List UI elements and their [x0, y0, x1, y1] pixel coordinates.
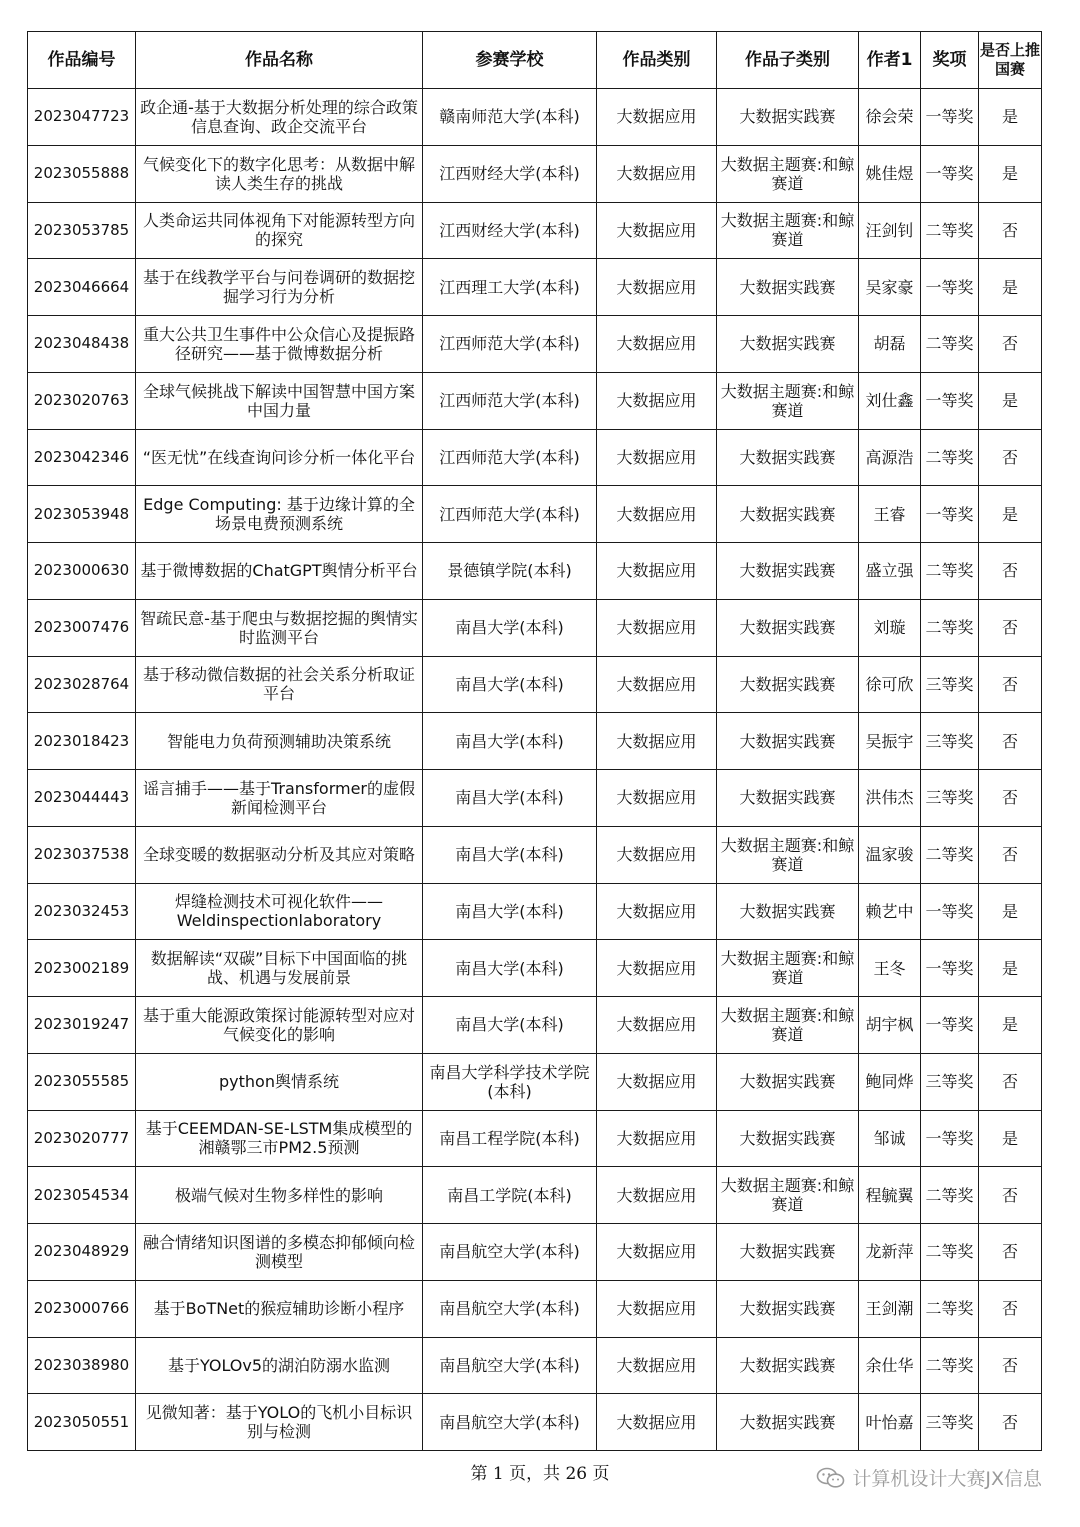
- work-title-cell: 气候变化下的数字化思考：从数据中解读人类生存的挑战: [136, 145, 423, 202]
- table-row: [28, 599, 1042, 656]
- work-id-cell: 2023055888: [28, 145, 136, 202]
- national-cell: 否: [979, 599, 1042, 656]
- national-cell: 否: [979, 713, 1042, 770]
- national-cell: 否: [979, 1337, 1042, 1394]
- work-title-cell: 数据解读“双碳”目标下中国面临的挑战、机遇与发展前景: [136, 940, 423, 997]
- school-cell: 江西财经大学(本科): [423, 202, 597, 259]
- school-cell: 南昌大学(本科): [423, 883, 597, 940]
- award-cell: 一等奖: [921, 259, 979, 316]
- category-cell: 大数据应用: [597, 1053, 717, 1110]
- header-cell: 作品子类别: [717, 32, 859, 89]
- national-cell: 是: [979, 997, 1042, 1054]
- work-title-cell: 智能电力负荷预测辅助决策系统: [136, 713, 423, 770]
- award-cell: 三等奖: [921, 1394, 979, 1451]
- award-cell: 三等奖: [921, 770, 979, 827]
- author-cell: 鲍同烨: [859, 1053, 921, 1110]
- award-cell: 二等奖: [921, 1337, 979, 1394]
- school-cell: 江西师范大学(本科): [423, 486, 597, 543]
- table-row: [28, 997, 1042, 1054]
- award-cell: 二等奖: [921, 316, 979, 373]
- award-cell: 一等奖: [921, 145, 979, 202]
- category-cell: 大数据应用: [597, 1394, 717, 1451]
- author-cell: 程毓翼: [859, 1167, 921, 1224]
- work-id-cell: 2023020763: [28, 372, 136, 429]
- subcategory-cell: 大数据实践赛: [717, 656, 859, 713]
- national-cell: 否: [979, 656, 1042, 713]
- work-id-cell: 2023053785: [28, 202, 136, 259]
- author-cell: 高源浩: [859, 429, 921, 486]
- subcategory-cell: 大数据主题赛:和鲸赛道: [717, 372, 859, 429]
- subcategory-cell: 大数据实践赛: [717, 1280, 859, 1337]
- table-row: [28, 656, 1042, 713]
- table-row: [28, 1394, 1042, 1451]
- national-cell: 否: [979, 770, 1042, 827]
- work-title-cell: 基于微博数据的ChatGPT舆情分析平台: [136, 543, 423, 600]
- category-cell: 大数据应用: [597, 543, 717, 600]
- work-title-cell: “医无忧”在线查询问诊分析一体化平台: [136, 429, 423, 486]
- award-cell: 二等奖: [921, 429, 979, 486]
- subcategory-cell: 大数据实践赛: [717, 770, 859, 827]
- award-cell: 一等奖: [921, 997, 979, 1054]
- national-cell: 是: [979, 259, 1042, 316]
- wechat-icon: [816, 1467, 846, 1489]
- award-cell: 一等奖: [921, 940, 979, 997]
- table-row: [28, 1337, 1042, 1394]
- work-id-cell: 2023044443: [28, 770, 136, 827]
- author-cell: 温家骏: [859, 826, 921, 883]
- author-cell: 盛立强: [859, 543, 921, 600]
- work-title-cell: 基于YOLOv5的湖泊防溺水监测: [136, 1337, 423, 1394]
- header-cell: 作者1: [859, 32, 921, 89]
- work-title-cell: 全球气候挑战下解读中国智慧中国方案中国力量: [136, 372, 423, 429]
- work-id-cell: 2023007476: [28, 599, 136, 656]
- school-cell: 江西财经大学(本科): [423, 145, 597, 202]
- author-cell: 刘仕鑫: [859, 372, 921, 429]
- work-id-cell: 2023048438: [28, 316, 136, 373]
- header-cell: 奖项: [921, 32, 979, 89]
- subcategory-cell: 大数据实践赛: [717, 713, 859, 770]
- work-id-cell: 2023054534: [28, 1167, 136, 1224]
- table-header-row: [28, 32, 1042, 89]
- work-title-cell: python舆情系统: [136, 1053, 423, 1110]
- header-cell: 作品类别: [597, 32, 717, 89]
- category-cell: 大数据应用: [597, 486, 717, 543]
- award-cell: 三等奖: [921, 656, 979, 713]
- subcategory-cell: 大数据主题赛:和鲸赛道: [717, 940, 859, 997]
- table-row: [28, 486, 1042, 543]
- work-id-cell: 2023028764: [28, 656, 136, 713]
- author-cell: 邹诚: [859, 1110, 921, 1167]
- category-cell: 大数据应用: [597, 770, 717, 827]
- school-cell: 江西理工大学(本科): [423, 259, 597, 316]
- table-row: [28, 1280, 1042, 1337]
- category-cell: 大数据应用: [597, 1167, 717, 1224]
- school-cell: 南昌航空大学(本科): [423, 1280, 597, 1337]
- work-title-cell: 人类命运共同体视角下对能源转型方向的探究: [136, 202, 423, 259]
- school-cell: 南昌大学(本科): [423, 826, 597, 883]
- category-cell: 大数据应用: [597, 713, 717, 770]
- category-cell: 大数据应用: [597, 89, 717, 146]
- header-cell: 作品名称: [136, 32, 423, 89]
- work-id-cell: 2023055585: [28, 1053, 136, 1110]
- award-cell: 一等奖: [921, 89, 979, 146]
- work-id-cell: 2023000630: [28, 543, 136, 600]
- school-cell: 南昌大学(本科): [423, 940, 597, 997]
- national-cell: 是: [979, 89, 1042, 146]
- subcategory-cell: 大数据实践赛: [717, 429, 859, 486]
- category-cell: 大数据应用: [597, 429, 717, 486]
- work-id-cell: 2023042346: [28, 429, 136, 486]
- table-row: [28, 883, 1042, 940]
- work-title-cell: 焊缝检测技术可视化软件——Weldinspectionlaboratory: [136, 883, 423, 940]
- national-cell: 否: [979, 826, 1042, 883]
- award-cell: 一等奖: [921, 486, 979, 543]
- work-title-cell: 基于移动微信数据的社会关系分析取证平台: [136, 656, 423, 713]
- subcategory-cell: 大数据实践赛: [717, 259, 859, 316]
- subcategory-cell: 大数据主题赛:和鲸赛道: [717, 145, 859, 202]
- subcategory-cell: 大数据实践赛: [717, 543, 859, 600]
- work-title-cell: 融合情绪知识图谱的多模态抑郁倾向检测模型: [136, 1224, 423, 1281]
- award-cell: 二等奖: [921, 1167, 979, 1224]
- school-cell: 南昌工程学院(本科): [423, 1110, 597, 1167]
- work-title-cell: 极端气候对生物多样性的影响: [136, 1167, 423, 1224]
- author-cell: 吴家豪: [859, 259, 921, 316]
- subcategory-cell: 大数据实践赛: [717, 599, 859, 656]
- award-cell: 二等奖: [921, 1224, 979, 1281]
- table-row: [28, 89, 1042, 146]
- table-row: [28, 202, 1042, 259]
- work-title-cell: Edge Computing: 基于边缘计算的全场景电费预测系统: [136, 486, 423, 543]
- work-id-cell: 2023020777: [28, 1110, 136, 1167]
- work-id-cell: 2023047723: [28, 89, 136, 146]
- table-row: [28, 1110, 1042, 1167]
- author-cell: 赖艺中: [859, 883, 921, 940]
- table-row: [28, 1167, 1042, 1224]
- author-cell: 洪伟杰: [859, 770, 921, 827]
- award-cell: 二等奖: [921, 202, 979, 259]
- subcategory-cell: 大数据实践赛: [717, 316, 859, 373]
- author-cell: 徐会荣: [859, 89, 921, 146]
- national-cell: 否: [979, 316, 1042, 373]
- table-row: [28, 429, 1042, 486]
- table-body: [28, 89, 1042, 1451]
- national-cell: 是: [979, 940, 1042, 997]
- award-cell: 一等奖: [921, 1110, 979, 1167]
- school-cell: 南昌大学(本科): [423, 599, 597, 656]
- table-row: [28, 316, 1042, 373]
- award-cell: 二等奖: [921, 826, 979, 883]
- national-cell: 否: [979, 1167, 1042, 1224]
- award-cell: 二等奖: [921, 543, 979, 600]
- table-row: [28, 826, 1042, 883]
- national-cell: 是: [979, 1110, 1042, 1167]
- category-cell: 大数据应用: [597, 940, 717, 997]
- category-cell: 大数据应用: [597, 259, 717, 316]
- work-title-cell: 基于CEEMDAN-SE-LSTM集成模型的湘赣鄂三市PM2.5预测: [136, 1110, 423, 1167]
- work-title-cell: 重大公共卫生事件中公众信心及提振路径研究——基于微博数据分析: [136, 316, 423, 373]
- national-cell: 否: [979, 1280, 1042, 1337]
- table-row: [28, 372, 1042, 429]
- school-cell: 南昌大学(本科): [423, 656, 597, 713]
- school-cell: 南昌工学院(本科): [423, 1167, 597, 1224]
- school-cell: 南昌航空大学(本科): [423, 1337, 597, 1394]
- author-cell: 胡宇枫: [859, 997, 921, 1054]
- work-title-cell: 基于在线教学平台与问卷调研的数据挖掘学习行为分析: [136, 259, 423, 316]
- table-row: [28, 940, 1042, 997]
- work-id-cell: 2023053948: [28, 486, 136, 543]
- school-cell: 南昌大学(本科): [423, 770, 597, 827]
- table-row: [28, 1224, 1042, 1281]
- work-title-cell: 政企通-基于大数据分析处理的综合政策信息查询、政企交流平台: [136, 89, 423, 146]
- table-row: [28, 770, 1042, 827]
- subcategory-cell: 大数据主题赛:和鲸赛道: [717, 826, 859, 883]
- award-cell: 二等奖: [921, 599, 979, 656]
- table-row: [28, 1053, 1042, 1110]
- category-cell: 大数据应用: [597, 656, 717, 713]
- award-cell: 一等奖: [921, 372, 979, 429]
- author-cell: 姚佳煜: [859, 145, 921, 202]
- subcategory-cell: 大数据实践赛: [717, 1394, 859, 1451]
- subcategory-cell: 大数据实践赛: [717, 883, 859, 940]
- category-cell: 大数据应用: [597, 1224, 717, 1281]
- category-cell: 大数据应用: [597, 1280, 717, 1337]
- table-row: [28, 145, 1042, 202]
- author-cell: 刘璇: [859, 599, 921, 656]
- school-cell: 南昌大学科学技术学院(本科): [423, 1053, 597, 1110]
- category-cell: 大数据应用: [597, 145, 717, 202]
- table-row: [28, 259, 1042, 316]
- work-id-cell: 2023002189: [28, 940, 136, 997]
- work-id-cell: 2023037538: [28, 826, 136, 883]
- work-id-cell: 2023046664: [28, 259, 136, 316]
- subcategory-cell: 大数据实践赛: [717, 89, 859, 146]
- category-cell: 大数据应用: [597, 599, 717, 656]
- work-title-cell: 智疏民意-基于爬虫与数据挖掘的舆情实时监测平台: [136, 599, 423, 656]
- work-title-cell: 全球变暖的数据驱动分析及其应对策略: [136, 826, 423, 883]
- category-cell: 大数据应用: [597, 883, 717, 940]
- work-id-cell: 2023000766: [28, 1280, 136, 1337]
- school-cell: 景德镇学院(本科): [423, 543, 597, 600]
- subcategory-cell: 大数据主题赛:和鲸赛道: [717, 997, 859, 1054]
- school-cell: 江西师范大学(本科): [423, 372, 597, 429]
- national-cell: 否: [979, 543, 1042, 600]
- work-title-cell: 基于重大能源政策探讨能源转型对应对气候变化的影响: [136, 997, 423, 1054]
- author-cell: 龙新萍: [859, 1224, 921, 1281]
- national-cell: 否: [979, 429, 1042, 486]
- national-cell: 是: [979, 883, 1042, 940]
- author-cell: 王剑潮: [859, 1280, 921, 1337]
- work-id-cell: 2023050551: [28, 1394, 136, 1451]
- table-row: [28, 543, 1042, 600]
- author-cell: 胡磊: [859, 316, 921, 373]
- school-cell: 南昌大学(本科): [423, 713, 597, 770]
- page-number: 第 1 页，共 26 页: [470, 1464, 610, 1484]
- author-cell: 叶怡嘉: [859, 1394, 921, 1451]
- subcategory-cell: 大数据实践赛: [717, 1110, 859, 1167]
- header-cell: 作品编号: [28, 32, 136, 89]
- subcategory-cell: 大数据实践赛: [717, 1337, 859, 1394]
- category-cell: 大数据应用: [597, 372, 717, 429]
- national-cell: 否: [979, 1053, 1042, 1110]
- work-id-cell: 2023048929: [28, 1224, 136, 1281]
- author-cell: 王冬: [859, 940, 921, 997]
- national-cell: 否: [979, 1224, 1042, 1281]
- author-cell: 王睿: [859, 486, 921, 543]
- author-cell: 徐可欣: [859, 656, 921, 713]
- award-cell: 三等奖: [921, 713, 979, 770]
- watermark-text: 计算机设计大赛JX信息: [852, 1468, 1042, 1490]
- watermark: [816, 1464, 1042, 1491]
- work-id-cell: 2023018423: [28, 713, 136, 770]
- award-cell: 二等奖: [921, 1280, 979, 1337]
- author-cell: 汪剑钊: [859, 202, 921, 259]
- header-cell: 参赛学校: [423, 32, 597, 89]
- school-cell: 南昌航空大学(本科): [423, 1394, 597, 1451]
- work-title-cell: 谣言捕手——基于Transformer的虚假新闻检测平台: [136, 770, 423, 827]
- school-cell: 赣南师范大学(本科): [423, 89, 597, 146]
- award-cell: 一等奖: [921, 883, 979, 940]
- subcategory-cell: 大数据实践赛: [717, 1224, 859, 1281]
- subcategory-cell: 大数据主题赛:和鲸赛道: [717, 1167, 859, 1224]
- work-id-cell: 2023032453: [28, 883, 136, 940]
- category-cell: 大数据应用: [597, 1337, 717, 1394]
- subcategory-cell: 大数据实践赛: [717, 1053, 859, 1110]
- national-cell: 是: [979, 145, 1042, 202]
- work-title-cell: 基于BoTNet的猴痘辅助诊断小程序: [136, 1280, 423, 1337]
- work-title-cell: 见微知著：基于YOLO的飞机小目标识别与检测: [136, 1394, 423, 1451]
- category-cell: 大数据应用: [597, 316, 717, 373]
- school-cell: 南昌航空大学(本科): [423, 1224, 597, 1281]
- author-cell: 吴振宇: [859, 713, 921, 770]
- subcategory-cell: 大数据实践赛: [717, 486, 859, 543]
- national-cell: 是: [979, 486, 1042, 543]
- national-cell: 否: [979, 1394, 1042, 1451]
- author-cell: 余仕华: [859, 1337, 921, 1394]
- category-cell: 大数据应用: [597, 826, 717, 883]
- national-cell: 否: [979, 202, 1042, 259]
- award-cell: 三等奖: [921, 1053, 979, 1110]
- category-cell: 大数据应用: [597, 202, 717, 259]
- work-id-cell: 2023038980: [28, 1337, 136, 1394]
- school-cell: 江西师范大学(本科): [423, 316, 597, 373]
- school-cell: 江西师范大学(本科): [423, 429, 597, 486]
- table-row: [28, 713, 1042, 770]
- subcategory-cell: 大数据主题赛:和鲸赛道: [717, 202, 859, 259]
- school-cell: 南昌大学(本科): [423, 997, 597, 1054]
- header-cell: 是否上推国赛: [979, 32, 1042, 89]
- award-table: [27, 31, 1042, 1451]
- national-cell: 是: [979, 372, 1042, 429]
- category-cell: 大数据应用: [597, 997, 717, 1054]
- category-cell: 大数据应用: [597, 1110, 717, 1167]
- work-id-cell: 2023019247: [28, 997, 136, 1054]
